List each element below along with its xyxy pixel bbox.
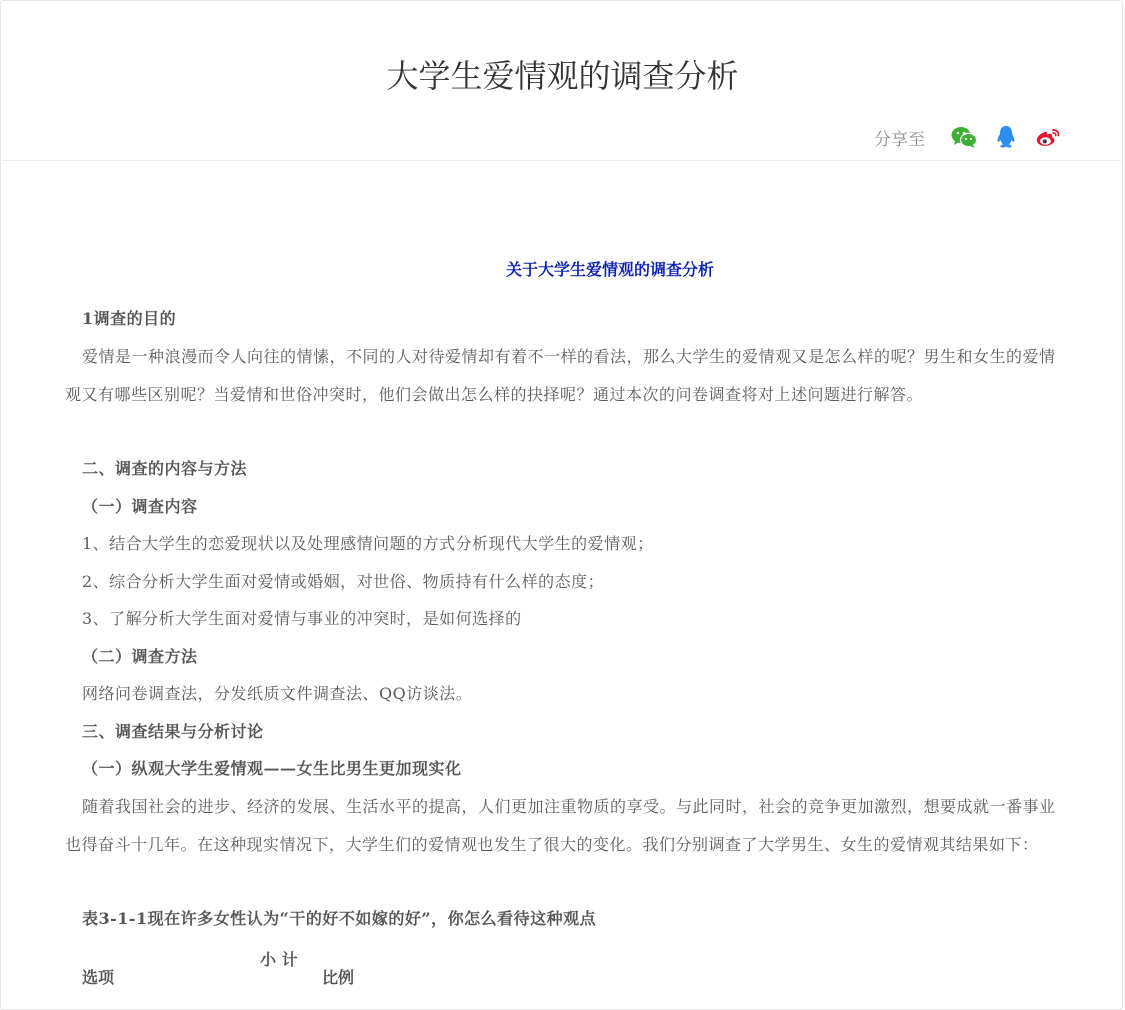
subsection-heading-method: （二）调查方法 <box>82 647 198 666</box>
share-bar <box>874 122 1063 152</box>
page-title: 大学生爱情观的调查分析 <box>386 57 739 95</box>
list-item: 1、结合大学生的恋爱现状以及处理感情问题的方式分析现代大学生的爱情观； <box>82 534 654 553</box>
share-label: 分享至 <box>874 129 925 150</box>
table-header-count: 小 计 <box>260 950 298 969</box>
subsection-heading-content: （一）调查内容 <box>82 497 198 516</box>
qq-icon <box>995 125 1017 149</box>
table-header-ratio: 比例 <box>322 968 355 987</box>
paragraph-purpose: 爱情是一种浪漫而令人向往的情愫，不同的人对待爱情却有着不一样的看法，那么大学生的爱情观又是怎么样的呢？男生和女生的爱情观又有哪些区别呢？当爱情和世俗冲突时，他们会做出怎么样的抉择呢？通过本次的问卷调查将对上述问题进行解答。 <box>65 347 1056 404</box>
list-item: 3、了解分析大学生面对爱情与事业的冲突时，是如何选择的 <box>82 609 522 628</box>
table-caption: 表3-1-1现在许多女性认为“干的好不如嫁的好”，你怎么看待这种观点 <box>82 909 597 928</box>
section-heading-results: 三、调查结果与分析讨论 <box>82 722 264 741</box>
subsection-heading-overview: （一）纵观大学生爱情观——女生比男生更加现实化 <box>82 759 462 778</box>
share-wechat-button[interactable] <box>949 122 979 152</box>
document-subtitle: 关于大学生爱情观的调查分析 <box>505 260 714 279</box>
table-header-option: 选项 <box>82 968 115 987</box>
share-qq-button[interactable] <box>991 122 1021 152</box>
section-heading-content-method: 二、调查的内容与方法 <box>82 459 248 478</box>
paragraph-method: 网络问卷调查法，分发纸质文件调查法、QQ访谈法。 <box>82 684 473 703</box>
weibo-icon <box>1035 126 1061 148</box>
paragraph-overview: 随着我国社会的进步、经济的发展、生活水平的提高，人们更加注重物质的享受。与此同时，社会的竞争更加激烈，想要成就一番事业也得奋斗十几年。在这种现实情况下，大学生们的爱情观也发生了很大的变化。我们分别调查了大学男生、女生的爱情观其结果如下： <box>65 797 1056 854</box>
share-weibo-button[interactable] <box>1033 122 1063 152</box>
section-heading-purpose: 1调查的目的 <box>82 309 177 328</box>
wechat-icon <box>951 126 977 148</box>
article-header <box>2 2 1123 161</box>
list-item: 2、综合分析大学生面对爱情或婚姻，对世俗、物质持有什么样的态度； <box>82 572 605 591</box>
